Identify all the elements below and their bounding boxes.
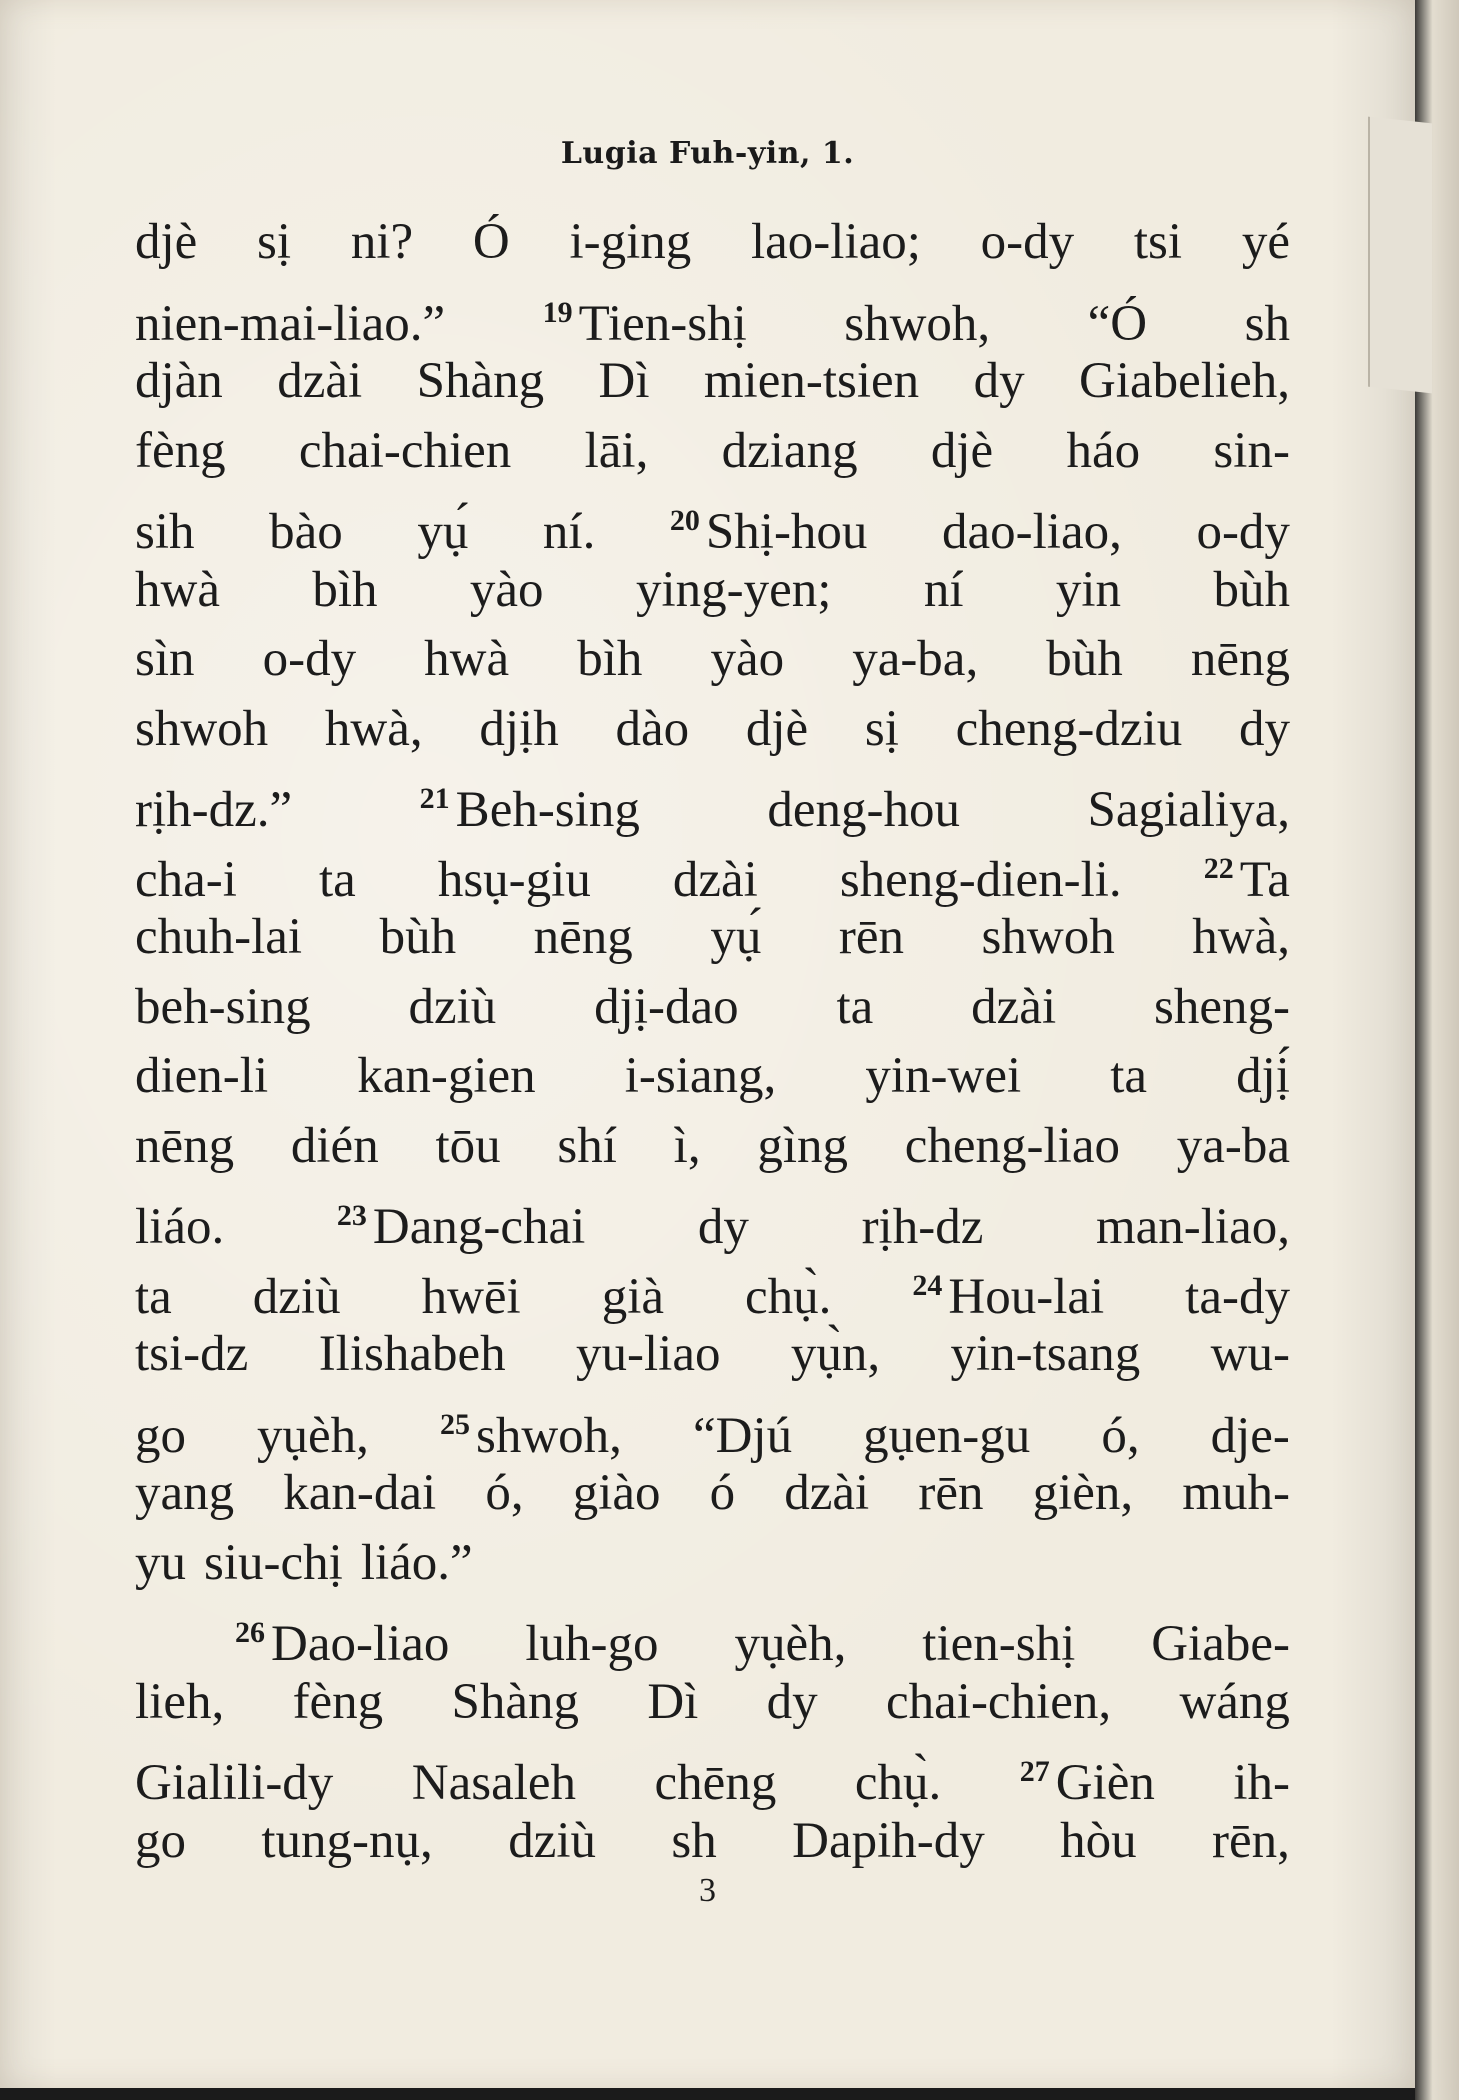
text-line bbox=[135, 1598, 1290, 1672]
word: Nasaleh bbox=[411, 1755, 577, 1811]
word: ta bbox=[318, 851, 356, 908]
verse-number: 20 bbox=[669, 504, 700, 537]
word: shwoh bbox=[135, 700, 269, 757]
word: yụ́ bbox=[710, 909, 762, 965]
verse-number: 25 bbox=[439, 1407, 470, 1441]
word: ó bbox=[709, 1465, 736, 1521]
word: hòu bbox=[1060, 1812, 1137, 1869]
word: yụèh, bbox=[734, 1616, 847, 1672]
word: giào bbox=[572, 1465, 661, 1521]
word: ó, bbox=[1101, 1407, 1140, 1464]
word: bìh bbox=[312, 561, 378, 618]
word: sị bbox=[864, 700, 899, 757]
word: gièn, bbox=[1032, 1465, 1134, 1521]
word: kan-gien bbox=[357, 1048, 536, 1104]
word: dao-liao, bbox=[942, 504, 1122, 560]
word: cheng-liao bbox=[904, 1117, 1120, 1174]
word: sheng-dien-li. bbox=[839, 851, 1122, 908]
word: $^{23}$ Dang-chai bbox=[336, 1199, 586, 1255]
word: nēng bbox=[135, 1117, 235, 1174]
word: sị bbox=[257, 214, 292, 270]
word: hwēi bbox=[421, 1268, 521, 1325]
word: chēng bbox=[654, 1755, 777, 1811]
verse-number: 24 bbox=[912, 1268, 943, 1302]
word: sheng- bbox=[1153, 978, 1290, 1035]
word: Giabe- bbox=[1151, 1616, 1290, 1672]
word: yé bbox=[1241, 214, 1290, 270]
text-line bbox=[135, 1807, 1290, 1877]
word: ya-ba, bbox=[852, 631, 979, 687]
running-head: Lugia Fuh-yin, 1. bbox=[560, 136, 855, 171]
word: ih- bbox=[1233, 1755, 1290, 1811]
word: bùh bbox=[1213, 561, 1290, 618]
word: hsụ-giu bbox=[437, 851, 591, 908]
word: yu bbox=[135, 1534, 186, 1591]
word: yin bbox=[1055, 561, 1122, 618]
word: Dapih-dy bbox=[792, 1812, 985, 1869]
word: yụ̀n, bbox=[790, 1326, 881, 1382]
word: djị́ bbox=[1236, 1048, 1290, 1104]
word: Shàng bbox=[416, 353, 545, 409]
word: Dì bbox=[647, 1673, 699, 1730]
word: dziù bbox=[408, 978, 497, 1035]
word: háo bbox=[1066, 422, 1141, 479]
word: nēng bbox=[1190, 631, 1290, 687]
text-line bbox=[135, 1737, 1290, 1811]
word: sih bbox=[135, 504, 195, 560]
text-line bbox=[135, 695, 1290, 765]
word: muh- bbox=[1182, 1465, 1290, 1521]
word: deng-hou bbox=[767, 782, 960, 838]
paper-tab bbox=[1368, 117, 1432, 394]
body-text bbox=[135, 208, 1290, 1876]
word: Shàng bbox=[451, 1673, 580, 1730]
word: dziù bbox=[252, 1268, 341, 1325]
word: yụ́ bbox=[417, 504, 469, 560]
word: wu- bbox=[1210, 1326, 1290, 1382]
word: tsi-dz bbox=[135, 1326, 249, 1382]
verse-number: 22 bbox=[1203, 851, 1234, 885]
word: djè bbox=[930, 422, 994, 479]
page-number: 3 bbox=[699, 1872, 716, 1909]
word: yin-tsang bbox=[950, 1326, 1141, 1382]
word: ta bbox=[836, 978, 874, 1035]
word: dziang bbox=[721, 422, 858, 479]
word: dzài bbox=[672, 851, 758, 908]
word: djịh bbox=[479, 700, 559, 757]
word: Sagialiya, bbox=[1087, 782, 1290, 838]
word: Giabelieh, bbox=[1078, 353, 1290, 409]
word: hwà bbox=[135, 561, 220, 618]
word: shí bbox=[557, 1117, 617, 1174]
word: Ilishabeh bbox=[318, 1326, 506, 1382]
word: dién bbox=[290, 1117, 379, 1174]
word: wáng bbox=[1179, 1673, 1290, 1730]
word: djè bbox=[745, 700, 809, 757]
word: ya-ba bbox=[1176, 1117, 1290, 1174]
verse-number: 27 bbox=[1019, 1755, 1050, 1788]
word: luh-go bbox=[525, 1616, 659, 1672]
word: hwà bbox=[424, 631, 510, 687]
word: $^{19}$ Tien-shị bbox=[542, 295, 747, 352]
word: $^{25}$ shwoh, bbox=[439, 1407, 622, 1464]
text-line bbox=[135, 1112, 1290, 1182]
word: yin-wei bbox=[865, 1048, 1022, 1104]
word: dy bbox=[1238, 700, 1290, 757]
word: gụen-gu bbox=[863, 1407, 1031, 1464]
text-line bbox=[135, 1181, 1290, 1255]
word: lieh, bbox=[135, 1673, 225, 1730]
word: dziù bbox=[508, 1812, 596, 1869]
word: man-liao, bbox=[1095, 1199, 1290, 1255]
word: Gialili-dy bbox=[135, 1755, 334, 1811]
word: Dì bbox=[598, 353, 650, 409]
word: sin- bbox=[1213, 422, 1290, 479]
word: yụèh, bbox=[257, 1407, 369, 1464]
text-line bbox=[135, 1529, 1290, 1599]
word: rēn, bbox=[1212, 1812, 1290, 1869]
word: chuh-lai bbox=[135, 909, 303, 965]
word: dien-li bbox=[135, 1048, 269, 1104]
word: chụ̀. bbox=[854, 1755, 942, 1811]
text-line bbox=[135, 278, 1290, 352]
word: ta-dy bbox=[1185, 1268, 1290, 1325]
word: chụ̀. bbox=[745, 1268, 832, 1325]
word: dào bbox=[615, 700, 690, 757]
word: gìng bbox=[757, 1117, 848, 1174]
word: tsi bbox=[1133, 214, 1183, 270]
word: “Ó bbox=[1087, 295, 1148, 352]
word: yào bbox=[469, 561, 544, 618]
verse-number: 26 bbox=[235, 1616, 265, 1649]
word: rịh-dz bbox=[861, 1199, 984, 1255]
word: bùh bbox=[1046, 631, 1123, 687]
word: ni? bbox=[350, 214, 414, 270]
word: go bbox=[135, 1407, 186, 1464]
word: siu-chị bbox=[204, 1534, 343, 1591]
word: o-dy bbox=[262, 631, 357, 687]
word: dzài bbox=[277, 353, 363, 409]
word: tōu bbox=[435, 1117, 501, 1174]
word: lao-liao; bbox=[751, 214, 921, 270]
word: sh bbox=[671, 1812, 717, 1869]
text-line bbox=[135, 1390, 1290, 1464]
word: sh bbox=[1244, 295, 1290, 352]
word: chai-chien bbox=[298, 422, 512, 479]
text-line bbox=[135, 625, 1290, 695]
text-line bbox=[135, 1042, 1290, 1112]
word: “Djú bbox=[692, 1407, 793, 1464]
word: go bbox=[135, 1812, 186, 1869]
word: $^{26}$ Dao-liao bbox=[235, 1616, 450, 1672]
word: tien-shị bbox=[922, 1616, 1076, 1672]
word: $^{21}$ Beh-sing bbox=[419, 782, 640, 838]
word: ta bbox=[135, 1268, 172, 1325]
text-line bbox=[135, 973, 1290, 1043]
word: dzài bbox=[971, 978, 1057, 1035]
word: rēn bbox=[838, 909, 904, 965]
word: mien-tsien bbox=[703, 353, 920, 409]
word: bìh bbox=[577, 631, 643, 687]
word: nien-mai-liao.” bbox=[135, 295, 446, 352]
word: $^{20}$ Shị-hou bbox=[669, 504, 868, 560]
word: bùh bbox=[379, 909, 457, 965]
word: hwà, bbox=[1192, 909, 1290, 965]
word: yu-liao bbox=[576, 1326, 721, 1382]
word: tung-nụ, bbox=[261, 1812, 433, 1869]
word: shwoh bbox=[981, 909, 1115, 965]
word: dzài bbox=[784, 1465, 870, 1521]
word: ying-yen; bbox=[635, 561, 832, 618]
word: $^{24}$ Hou-lai bbox=[912, 1268, 1105, 1325]
word: beh-sing bbox=[135, 978, 311, 1035]
word: rịh-dz.” bbox=[135, 782, 293, 838]
word: yào bbox=[710, 631, 785, 687]
text-line bbox=[135, 417, 1290, 487]
word: $^{27}$ Gièn bbox=[1019, 1755, 1155, 1811]
word: cha-i bbox=[135, 851, 237, 908]
verse-number: 19 bbox=[542, 295, 573, 329]
text-line bbox=[135, 208, 1290, 278]
word: djè bbox=[135, 214, 198, 270]
word: yang bbox=[135, 1465, 235, 1521]
word: o-dy bbox=[1196, 504, 1290, 560]
text-line bbox=[135, 1668, 1290, 1738]
word: ta bbox=[1110, 1048, 1148, 1104]
text-line bbox=[135, 347, 1290, 417]
word: ó, bbox=[485, 1465, 524, 1521]
word: i-ging bbox=[569, 214, 692, 270]
word: liáo.” bbox=[360, 1534, 473, 1591]
text-line bbox=[135, 764, 1290, 838]
word: hwà, bbox=[324, 700, 423, 757]
word: nēng bbox=[533, 909, 633, 965]
word: sìn bbox=[135, 631, 195, 687]
word: chai-chien, bbox=[886, 1673, 1112, 1730]
word: ní bbox=[923, 561, 964, 618]
word: djàn bbox=[135, 353, 223, 409]
word: lāi, bbox=[584, 422, 649, 479]
word: liáo. bbox=[135, 1199, 225, 1255]
word: Ó bbox=[472, 214, 510, 270]
verse-number: 21 bbox=[419, 782, 450, 815]
verse-number: 23 bbox=[336, 1199, 367, 1232]
word: djị-dao bbox=[594, 978, 739, 1035]
word: ní. bbox=[542, 504, 596, 560]
word: già bbox=[601, 1268, 665, 1325]
word: o-dy bbox=[980, 214, 1075, 270]
word: dy bbox=[697, 1199, 749, 1255]
word: bào bbox=[269, 504, 343, 560]
word: ì, bbox=[673, 1117, 701, 1174]
word: rēn bbox=[918, 1465, 984, 1521]
word: dy bbox=[766, 1673, 818, 1730]
word: kan-dai bbox=[283, 1465, 437, 1521]
word: shwoh, bbox=[844, 295, 991, 352]
word: fèng bbox=[135, 422, 226, 479]
text-line bbox=[135, 1459, 1290, 1529]
word: dy bbox=[973, 353, 1025, 409]
word: cheng-dziu bbox=[955, 700, 1183, 757]
text-line bbox=[135, 486, 1290, 560]
word: dje- bbox=[1210, 1407, 1290, 1464]
word: fèng bbox=[292, 1673, 384, 1730]
word: i-siang, bbox=[624, 1048, 777, 1104]
word: $^{22}$ Ta bbox=[1203, 851, 1290, 908]
